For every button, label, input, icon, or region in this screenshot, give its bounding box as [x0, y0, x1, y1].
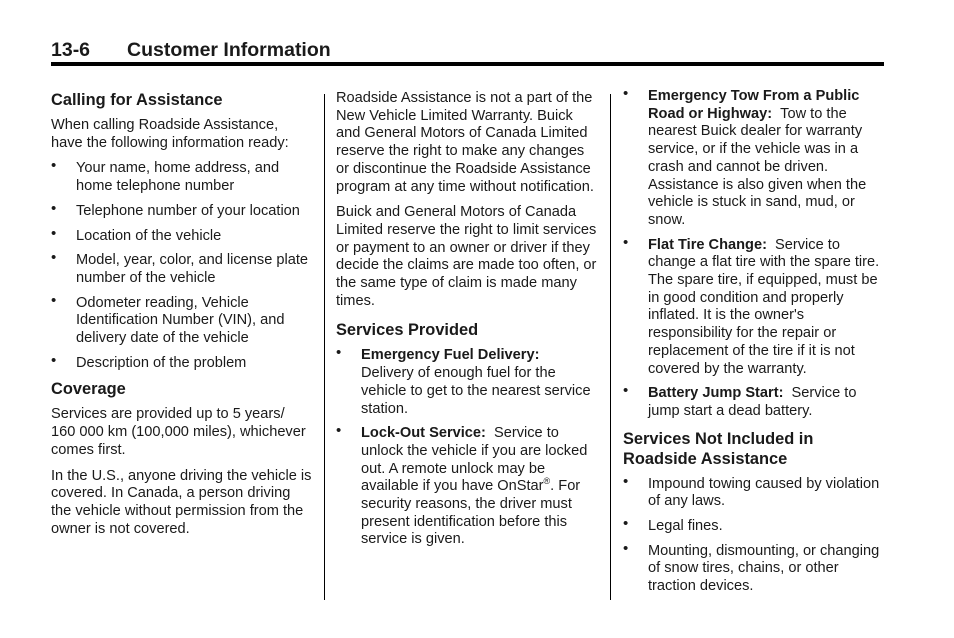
list-item: • Mounting, dismounting, or changing of snow tires, chains, or other traction devices. [623, 539, 880, 595]
service-term: Lock-Out Service: [361, 425, 486, 442]
bullet-icon: • [336, 422, 342, 440]
bullet-icon: • [51, 351, 57, 369]
list-item: • Lock-Out Service: Service to unlock the vehicle if you are locked out. A remote unlock may be available if you have OnStar®. For security reasons, the driver must present identification before this service is given. [336, 422, 588, 548]
coverage-paragraph-2: In the U.S., anyone driving the vehicle is covered. In Canada, a person driving the vehicle without permission from the owner is not covered. [51, 467, 312, 537]
page-number: 13-6 [51, 39, 91, 61]
list-item: • Legal fines. [623, 515, 723, 535]
bullet-icon: • [51, 291, 57, 309]
service-term: Battery Jump Start: [648, 385, 784, 402]
list-item: • Model, year, color, and license plate number of the vehicle [51, 249, 309, 286]
bullet-icon: • [623, 382, 629, 400]
bullet-icon: • [623, 85, 629, 102]
bullet-icon: • [623, 515, 629, 533]
warranty-paragraph: Roadside Assistance is not a part of the New Vehicle Limited Warranty. Buick and General Motors of Canada Limited reserve the right to make any changes or discontinue the Roadside Assistance program at any time without notification. [336, 90, 594, 195]
bullet-icon: • [623, 472, 629, 490]
registered-mark: ® [543, 476, 551, 487]
limit-paragraph: Buick and General Motors of Canada Limited reserve the right to limit services or payment to an owner or driver if they decide the claims are made too often, or the same type of claim is made many times. [336, 204, 597, 309]
bullet-icon: • [623, 539, 629, 557]
list-item: • Telephone number of your location [51, 199, 300, 219]
bullet-icon: • [336, 344, 342, 362]
service-term: Emergency Fuel Delivery: [361, 347, 540, 364]
calling-heading: Calling for Assistance [51, 91, 223, 109]
column-3 [623, 85, 887, 603]
bullet-icon: • [623, 233, 629, 251]
list-item: • Location of the vehicle [51, 224, 222, 244]
header-rule [51, 62, 884, 66]
coverage-paragraph-1: Services are provided up to 5 years/ 160 000 km (100,000 miles), whichever comes first. [51, 406, 306, 458]
list-item: • Impound towing caused by violation of any laws. [623, 472, 880, 510]
page-title: Customer Information [127, 39, 331, 61]
list-item: • Battery Jump Start: Service to jump start a dead battery. [623, 382, 857, 419]
bullet-icon: • [51, 199, 57, 217]
list-item: • Your name, home address, and home telephone number [51, 157, 280, 195]
column-1 [51, 90, 313, 546]
list-item: • Emergency Tow From a Public Road or Highway: Tow to the nearest Buick dealer for warranty service, or if the vehicle was in a crash and cannot be driven. Assistance is also given when the vehicle is stuck in sand, mud, or snow. [623, 85, 867, 228]
calling-list [51, 157, 313, 372]
service-term: Emergency Tow From a Public Road or Highway: [648, 88, 860, 122]
column-divider-2 [610, 94, 611, 600]
bullet-icon: • [51, 224, 57, 242]
page-header [51, 38, 884, 62]
bullet-icon: • [51, 157, 57, 175]
list-item: • Emergency Fuel Delivery: Delivery of enough fuel for the vehicle to get to the nearest service station. [336, 344, 591, 417]
services-list-continued [623, 85, 887, 421]
list-item: • Description of the problem [51, 351, 247, 371]
not-included-list [623, 472, 887, 596]
column-divider-1 [324, 94, 325, 600]
not-included-heading: Services Not Included in Roadside Assistance [623, 429, 814, 468]
list-item: • Flat Tire Change: Service to change a flat tire with the spare tire. The spare tire, if equipped, must be in good condition and properly inflated. It is the owner's responsibility for the repair or replacement of the tire if it is not covered by the warranty. [623, 233, 880, 377]
column-2 [336, 90, 600, 556]
services-heading: Services Provided [336, 321, 479, 340]
services-list [336, 344, 600, 549]
list-item: • Odometer reading, Vehicle Identification Number (VIN), and delivery date of the vehicle [51, 291, 285, 347]
calling-intro: When calling Roadside Assistance, have the following information ready: [51, 117, 289, 151]
coverage-heading: Coverage [51, 380, 126, 399]
bullet-icon: • [51, 249, 57, 267]
service-term: Flat Tire Change: [648, 236, 767, 253]
